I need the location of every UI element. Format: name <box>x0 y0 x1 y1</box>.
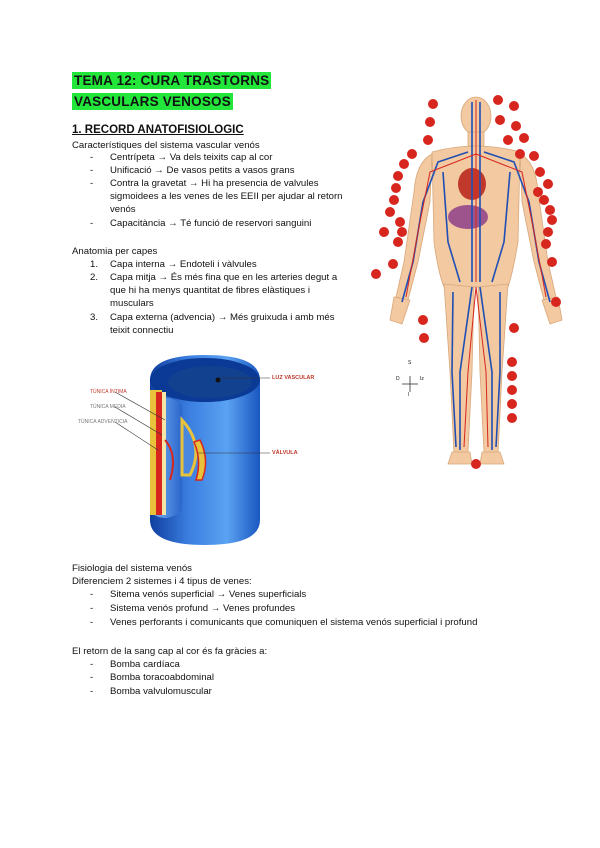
document-title-line-1: TEMA 12: CURA TRASTORNS <box>74 73 270 88</box>
list-item-text: Contra la gravetat → Hi ha presencia de valvules <box>110 178 319 189</box>
list-number: 3. <box>90 312 99 323</box>
label-tunica-adventicia: TÚNICA ADVENTICIA <box>78 419 128 425</box>
list-item-text-continuation: venós <box>110 204 136 215</box>
compass-north-label: S <box>408 360 412 366</box>
list-number: 1. <box>90 259 99 270</box>
return-intro: El retorn de la sang cap al cor és fa gràcies a: <box>72 646 268 657</box>
bullet-dash: - <box>90 165 94 176</box>
list-item-text: Unificació → De vasos petits a vasos grans <box>110 165 295 176</box>
list-item-text: Bomba cardíaca <box>110 659 180 670</box>
document-title-line-2: VASCULARS VENOSOS <box>74 94 231 109</box>
list-item-text: Capa externa (advencia) → Més gruixuda i amb més <box>110 312 335 323</box>
compass-east-label: Iz <box>420 376 424 382</box>
list-item-text: Capa mitja → És més fina que en les arteries degut a <box>110 272 338 283</box>
list-item-text: Bomba toracoabdominal <box>110 672 214 683</box>
label-tunica-media: TÚNICA MEDIA <box>90 404 126 410</box>
list-item-text-continuation: teixit connectiu <box>110 325 174 336</box>
bullet-dash: - <box>90 672 94 683</box>
list-item-text-continuation: sigmoidees a les venes de les EEII per ajudar al retorn <box>110 191 343 202</box>
compass-south-label: I <box>408 392 410 398</box>
label-tunica-intima: TÚNICA ÍNTIMA <box>90 389 127 395</box>
section-heading: 1. RECORD ANATOFISIOLOGIC <box>72 124 244 136</box>
label-luz-vascular: LUZ VASCULAR <box>272 375 315 381</box>
list-item-text: Capa interna → Endoteli i vàlvules <box>110 259 257 270</box>
list-number: 2. <box>90 272 99 283</box>
bullet-dash: - <box>90 218 94 229</box>
list-item-text-continuation: musculars <box>110 298 154 309</box>
bullet-dash: - <box>90 178 94 189</box>
anatomy-heading: Anatomia per capes <box>72 246 158 257</box>
physiology-intro: Diferenciem 2 sistemes i 4 tipus de venes: <box>72 576 252 587</box>
list-item-text-continuation: que hi ha menys quantitat de fibres elàstiques i <box>110 285 310 296</box>
venous-system-body-figure <box>368 92 583 472</box>
bullet-dash: - <box>90 686 94 697</box>
physiology-heading: Fisiologia del sistema venós <box>72 563 192 574</box>
label-valvula: VÁLVULA <box>272 450 298 456</box>
bullet-dash: - <box>90 603 94 614</box>
list-item-text: Venes perforants i comunicants que comuniquen el sistema venós superficial i profund <box>110 617 478 628</box>
list-item-text: Sitema venós superficial → Venes superficials <box>110 589 307 600</box>
list-item-text: Bomba valvulomuscular <box>110 686 212 697</box>
section-intro: Característiques del sistema vascular venós <box>72 140 260 151</box>
bullet-dash: - <box>90 589 94 600</box>
list-item-text: Capacitància → Té funció de reservori sanguini <box>110 218 312 229</box>
bullet-dash: - <box>90 659 94 670</box>
bullet-dash: - <box>90 152 94 163</box>
list-item-text: Sistema venós profund → Venes profundes <box>110 603 296 614</box>
list-item-text: Centrípeta → Va dels teixits cap al cor <box>110 152 273 163</box>
compass-west-label: D <box>396 376 400 382</box>
bullet-dash: - <box>90 617 94 628</box>
